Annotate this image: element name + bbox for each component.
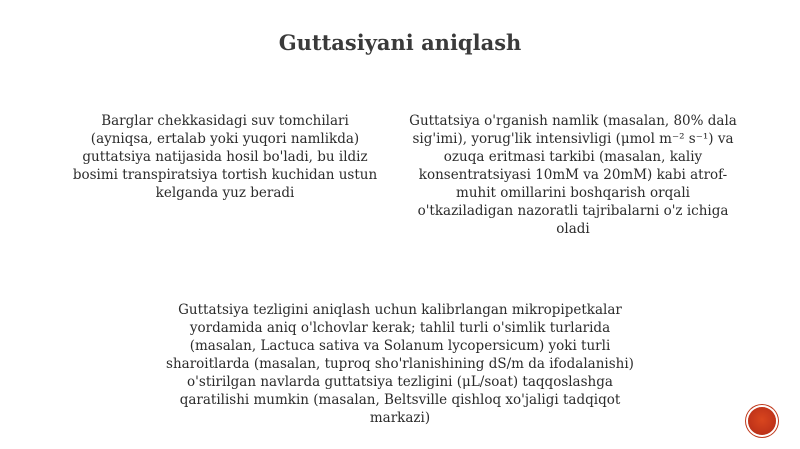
paragraph-left-line: guttatsiya natijasida hosil bo'ladi, bu ildiz [82, 149, 368, 165]
paragraph-right-line: Guttatsiya o'rganish namlik (masalan, 80% dala [409, 113, 737, 129]
paragraph-bottom-line: o'stirilgan navlarda guttatsiya tezligini (μL/soat) taqqoslashga [187, 374, 613, 390]
slide-title: Guttasiyani aniqlash [278, 30, 522, 55]
paragraph-right-line: o'tkaziladigan nazoratli tajribalarni o'z ichiga [417, 203, 729, 219]
paragraph-left [60, 112, 390, 202]
paragraph-bottom-line: (masalan, Lactuca sativa va Solanum lycopersicum) yoki turli [189, 338, 611, 354]
paragraph-bottom-line: qaratilishi mumkin (masalan, Beltsville qishloq xo'jaligi tadqiqot [179, 392, 621, 408]
paragraph-bottom-line: Guttatsiya tezligini aniqlash uchun kalibrlangan mikropipetkalar [178, 302, 622, 318]
next-slide-button-icon[interactable] [748, 407, 776, 435]
paragraph-right [398, 112, 748, 238]
paragraph-left-line: (ayniqsa, ertalab yoki yuqori namlikda) [90, 131, 360, 147]
paragraph-bottom-line: yordamida aniq o'lchovlar kerak; tahlil turli o'simlik turlarida [189, 320, 611, 336]
paragraph-right-line: ozuqa eritmasi tarkibi (masalan, kaliy [443, 149, 703, 165]
paragraph-left-line: kelganda yuz beradi [155, 185, 295, 201]
paragraph-right-line: oladi [556, 221, 590, 237]
paragraph-right-line: sig'imi), yorug'lik intensivligi (μmol m⁻² s⁻¹) va [412, 131, 734, 147]
paragraph-right-line: muhit omillarini boshqarish orqali [456, 185, 690, 201]
paragraph-left-line: Barglar chekkasidagi suv tomchilari [101, 113, 349, 129]
paragraph-bottom-line: markazi) [369, 410, 431, 426]
paragraph-left-line: bosimi transpiratsiya tortish kuchidan ustun [72, 167, 378, 183]
paragraph-bottom-line: sharoitlarda (masalan, tuproq sho'rlanishining dS/m da ifodalanishi) [166, 356, 634, 372]
paragraph-bottom [150, 301, 650, 427]
paragraph-right-line: konsentratsiyasi 10mM va 20mM) kabi atrof- [418, 167, 728, 183]
